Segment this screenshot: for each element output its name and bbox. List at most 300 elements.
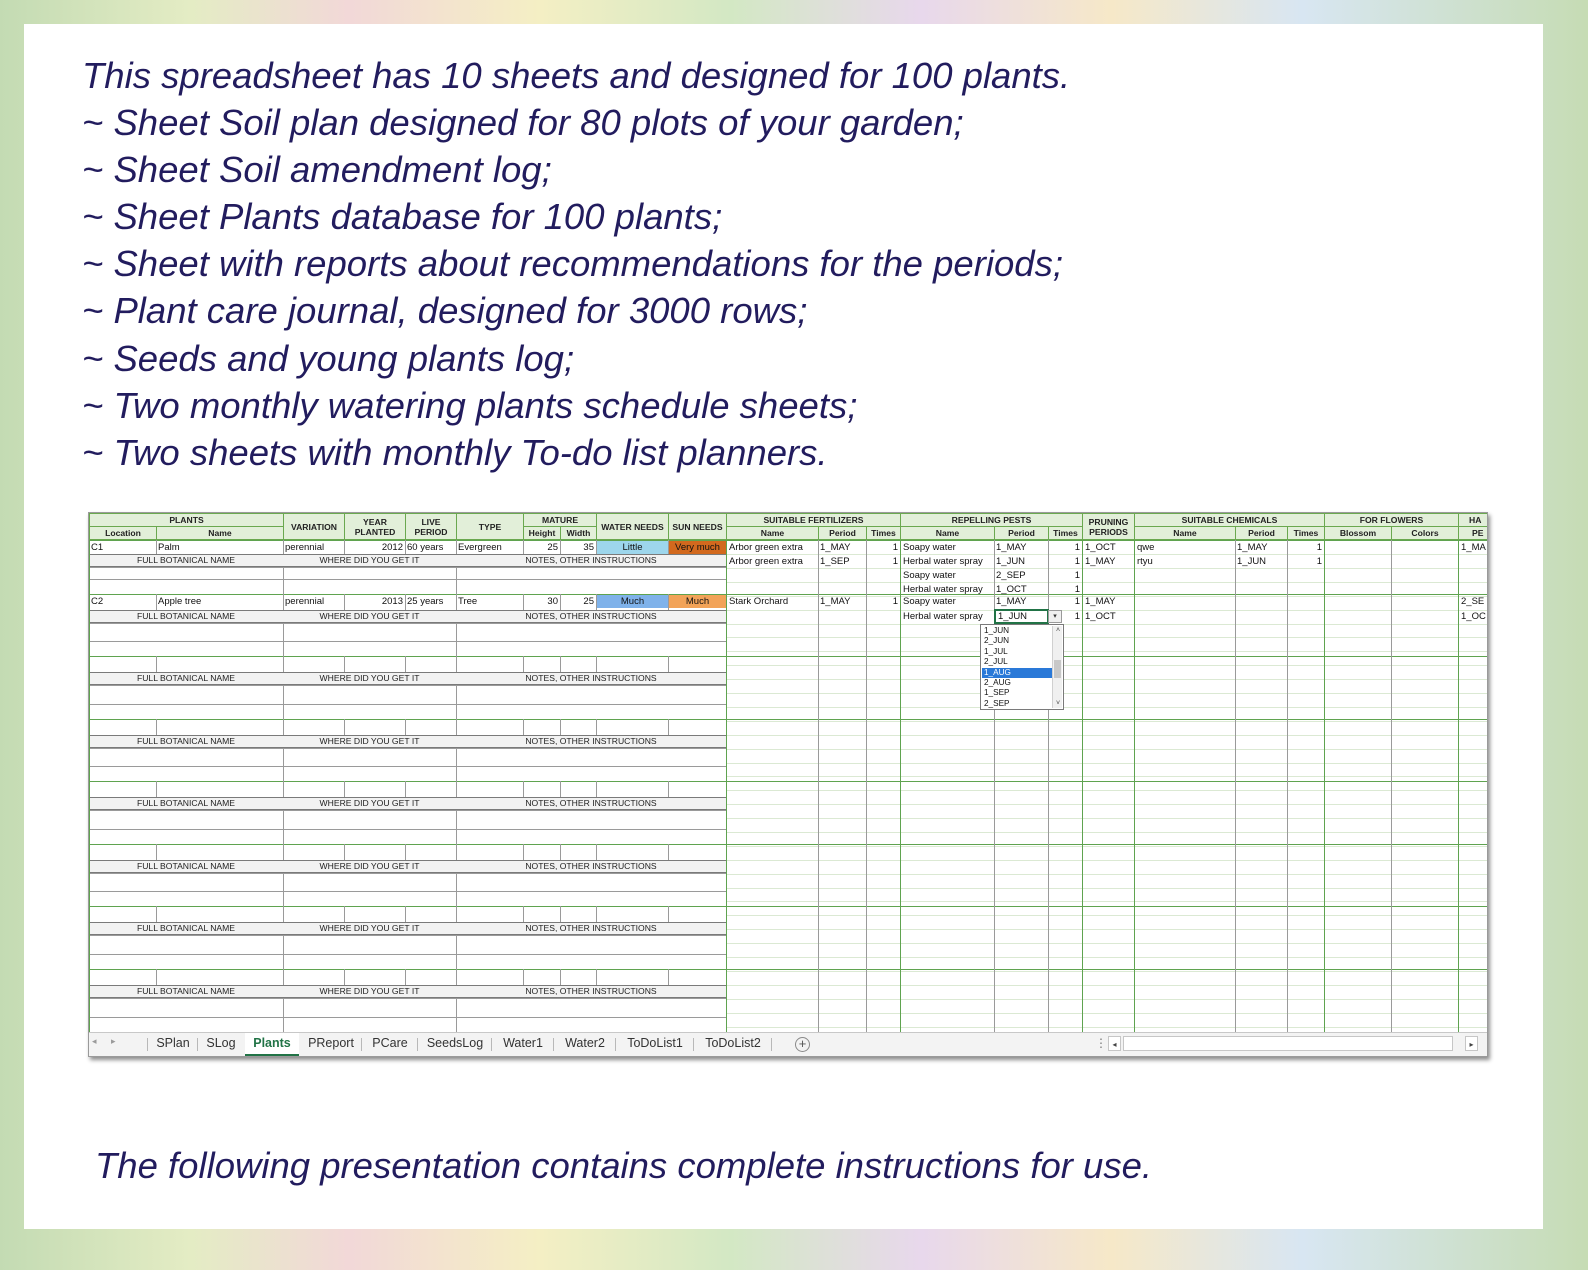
- grid-line: [156, 719, 157, 735]
- grid-line: [283, 906, 284, 922]
- grid-line: [1048, 719, 1049, 781]
- plant1-name[interactable]: Palm: [158, 542, 180, 553]
- plant1-fert-period[interactable]: 1_SEP: [820, 556, 850, 567]
- grid-line: [283, 935, 284, 969]
- grid-line: [1287, 906, 1288, 969]
- header-plants: PLANTS: [89, 513, 284, 527]
- header-type: TYPE: [456, 513, 524, 540]
- header-blossom: Blossom: [1324, 526, 1392, 540]
- grid-line: [1391, 594, 1392, 656]
- grid-line: [727, 1013, 1488, 1014]
- header-fert-times: Times: [866, 526, 901, 540]
- grid-line: [596, 844, 597, 860]
- plant1-pest-name[interactable]: Soapy water: [903, 542, 956, 553]
- tab-water1[interactable]: Water1: [503, 1036, 543, 1050]
- plant2-pest-period[interactable]: 1_MAY: [996, 596, 1027, 607]
- tab-water2[interactable]: Water2: [565, 1036, 605, 1050]
- grid-line: [1391, 969, 1392, 1032]
- plant1-chem-name[interactable]: rtyu: [1137, 556, 1153, 567]
- plant1-pest-times[interactable]: 1: [1074, 556, 1080, 567]
- scroll-down-icon[interactable]: ˅: [1055, 700, 1061, 707]
- tab-divider: [417, 1038, 418, 1051]
- plant1-fert-name[interactable]: Arbor green extra: [729, 542, 803, 553]
- grid-line: [1391, 540, 1392, 594]
- plant2-variation[interactable]: perennial: [285, 596, 325, 607]
- plant1-pest-period[interactable]: 1_OCT: [996, 584, 1027, 595]
- column-separator: [89, 513, 90, 1032]
- block-separator: [89, 844, 1488, 845]
- grid-line: [668, 969, 669, 985]
- grid-line: [405, 656, 406, 672]
- grid-line: [994, 906, 995, 969]
- plant2-pest-period-active[interactable]: 1_JUN: [998, 611, 1028, 622]
- sub-label-notes: NOTES, OTHER INSTRUCTIONS: [525, 798, 657, 808]
- spreadsheet-screenshot: [88, 512, 1488, 1057]
- tab-preport[interactable]: PReport: [308, 1036, 354, 1050]
- sub-label-where: WHERE DID YOU GET IT: [319, 923, 420, 933]
- plant1-variation[interactable]: perennial: [285, 542, 325, 553]
- prev-sheet-icon[interactable]: ◂: [92, 1036, 97, 1046]
- plant1-chem-name[interactable]: qwe: [1137, 542, 1155, 553]
- grid-line: [456, 969, 457, 985]
- grid-line: [89, 766, 726, 767]
- plant1-pest-name[interactable]: Soapy water: [903, 570, 956, 581]
- plant2-ha[interactable]: 1_OC: [1461, 611, 1486, 622]
- grid-line: [727, 693, 1488, 694]
- grid-line: [596, 656, 597, 672]
- plant2-pest-times[interactable]: 1: [1074, 596, 1080, 607]
- plant1-type[interactable]: Evergreen: [458, 542, 502, 553]
- header-repelling-pests: REPELLING PESTS: [900, 513, 1083, 527]
- grid-line: [283, 685, 284, 719]
- grid-line: [456, 906, 457, 922]
- dropdown-option[interactable]: 1_JUL: [984, 646, 1008, 656]
- grid-line: [560, 906, 561, 922]
- grid-line: [283, 998, 284, 1032]
- grid-line: [456, 998, 457, 1032]
- sub-label-notes: NOTES, OTHER INSTRUCTIONS: [525, 923, 657, 933]
- next-sheet-icon[interactable]: ▸: [111, 1036, 116, 1046]
- plant1-water-needs[interactable]: Little: [597, 541, 668, 554]
- grid-line: [668, 906, 669, 922]
- grid-line: [727, 707, 1488, 708]
- grid-line: [1235, 781, 1236, 844]
- intro-line: ~ Two monthly watering plants schedule sheets;: [82, 384, 858, 426]
- header-ha-bottom: PE: [1458, 526, 1488, 540]
- dropdown-option[interactable]: 2_JUN: [984, 636, 1010, 646]
- plant1-pest-period[interactable]: 1_MAY: [996, 542, 1027, 553]
- dropdown-option[interactable]: 2_SEP: [984, 698, 1010, 708]
- horizontal-scrollbar[interactable]: [1123, 1036, 1453, 1051]
- grid-line: [727, 957, 1488, 958]
- sub-label-notes: NOTES, OTHER INSTRUCTIONS: [525, 611, 657, 621]
- grid-line: [818, 656, 819, 719]
- sub-label-notes: NOTES, OTHER INSTRUCTIONS: [525, 861, 657, 871]
- grid-line: [89, 748, 726, 749]
- header-height: Height: [523, 526, 561, 540]
- sub-label-botanical: FULL BOTANICAL NAME: [136, 673, 236, 683]
- dropdown-option[interactable]: 2_JUL: [984, 657, 1008, 667]
- grid-line: [727, 582, 1488, 583]
- grid-line: [89, 567, 726, 568]
- grid-line: [156, 781, 157, 797]
- plant1-year[interactable]: 2012: [381, 542, 403, 553]
- grid-line: [727, 721, 1488, 722]
- grid-line: [456, 623, 457, 656]
- grid-line: [523, 656, 524, 672]
- grid-line: [456, 935, 457, 969]
- plant1-fert-name[interactable]: Arbor green extra: [729, 556, 803, 567]
- dropdown-scrollbar[interactable]: [1052, 626, 1062, 708]
- column-separator: [1458, 513, 1459, 1032]
- grid-line: [523, 906, 524, 922]
- grid-line: [994, 781, 995, 844]
- tab-plants[interactable]: Plants: [245, 1033, 299, 1056]
- block-separator: [89, 969, 1488, 970]
- grid-line: [727, 763, 1488, 764]
- sub-label-where: WHERE DID YOU GET IT: [319, 555, 420, 565]
- plant1-pest-times[interactable]: 1: [1074, 570, 1080, 581]
- tab-splan[interactable]: SPlan: [156, 1036, 190, 1050]
- grid-line: [1235, 844, 1236, 906]
- grid-line: [727, 749, 1488, 750]
- plant2-live[interactable]: 25 years: [407, 596, 444, 607]
- grid-line: [283, 748, 284, 781]
- intro-line: ~ Sheet Soil plan designed for 80 plots of your garden;: [82, 102, 964, 144]
- intro-line: ~ Sheet Plants database for 100 plants;: [82, 196, 723, 238]
- sub-label-where: WHERE DID YOU GET IT: [319, 861, 420, 871]
- column-separator: [1324, 513, 1325, 1032]
- plant2-pest-name[interactable]: Herbal water spray: [903, 611, 983, 622]
- plant1-pest-name[interactable]: Herbal water spray: [903, 556, 983, 567]
- grid-line: [405, 719, 406, 735]
- plant2-fert-name[interactable]: Stark Orchard: [729, 596, 789, 607]
- grid-line: [283, 719, 284, 735]
- grid-line: [89, 641, 726, 642]
- grid-line: [1391, 719, 1392, 781]
- plant2-location[interactable]: C2: [91, 596, 104, 607]
- plant1-pruning[interactable]: 1_MAY: [1085, 556, 1116, 567]
- intro-text: [82, 52, 1070, 476]
- plant2-fert-times[interactable]: 1: [892, 596, 898, 607]
- intro-line: This spreadsheet has 10 sheets and designed for 100 plants.: [82, 55, 1071, 96]
- grid-line: [1048, 781, 1049, 844]
- grid-line: [818, 844, 819, 906]
- plant1-chem-times[interactable]: 1: [1316, 542, 1322, 553]
- grid-line: [456, 656, 457, 672]
- plant1-live[interactable]: 60 years: [407, 542, 444, 553]
- tab-todolist2[interactable]: ToDoList2: [705, 1036, 761, 1050]
- grid-line: [344, 781, 345, 797]
- intro-line: ~ Plant care journal, designed for 3000 rows;: [82, 290, 808, 332]
- plant1-location[interactable]: C1: [91, 542, 104, 553]
- grid-line: [727, 929, 1488, 930]
- grid-line: [596, 906, 597, 922]
- grid-line: [1287, 844, 1288, 906]
- grid-line: [1235, 656, 1236, 719]
- grid-line: [727, 568, 1488, 569]
- plant1-height[interactable]: 25: [547, 542, 558, 553]
- grid-line: [456, 873, 457, 906]
- grid-line: [283, 810, 284, 844]
- grid-line: [818, 719, 819, 781]
- grid-line: [1235, 906, 1236, 969]
- dropdown-option-selected[interactable]: 1_AUG: [982, 668, 1052, 678]
- grid-line: [668, 844, 669, 860]
- plant1-ha[interactable]: 1_MA: [1461, 542, 1486, 553]
- dropdown-option[interactable]: 2_AUG: [984, 678, 1011, 687]
- plant2-ha[interactable]: 2_SE: [1461, 596, 1485, 607]
- grid-line: [89, 935, 726, 936]
- tab-divider: [361, 1038, 362, 1051]
- grid-line: [283, 844, 284, 860]
- grid-line: [727, 846, 1488, 847]
- grid-line: [727, 985, 1488, 986]
- grid-line: [523, 969, 524, 985]
- grid-line: [1391, 781, 1392, 844]
- plant2-pest-name[interactable]: Soapy water: [903, 596, 956, 607]
- plant1-fert-period[interactable]: 1_MAY: [820, 542, 851, 553]
- tab-divider: [615, 1038, 616, 1051]
- grid-line: [1235, 719, 1236, 781]
- sub-label-botanical: FULL BOTANICAL NAME: [136, 611, 236, 621]
- grid-line: [89, 998, 726, 999]
- grid-line: [1048, 906, 1049, 969]
- grid-line: [668, 719, 669, 735]
- grid-line: [456, 567, 457, 594]
- tab-divider: [491, 1038, 492, 1051]
- grid-line: [283, 567, 284, 594]
- grid-line: [456, 844, 457, 860]
- grid-line: [866, 656, 867, 719]
- grid-line: [596, 969, 597, 985]
- intro-line: ~ Two sheets with monthly To-do list planners.: [82, 431, 828, 473]
- scroll-right-icon[interactable]: ▸: [1465, 1036, 1478, 1051]
- header-for-flowers: FOR FLOWERS: [1324, 513, 1459, 527]
- plant1-sun-needs[interactable]: Very much: [669, 541, 726, 554]
- grid-line: [727, 915, 1488, 916]
- grid-line: [1048, 969, 1049, 1032]
- plant1-chem-period[interactable]: 1_JUN: [1237, 556, 1267, 567]
- grid-line: [727, 888, 1488, 889]
- grid-line: [89, 1017, 726, 1018]
- grid-line: [1048, 844, 1049, 906]
- grid-line: [156, 844, 157, 860]
- header-fert-period: Period: [818, 526, 867, 540]
- grid-line: [1235, 969, 1236, 1032]
- grid-line: [818, 906, 819, 969]
- grid-line: [1287, 656, 1288, 719]
- plant1-fert-times[interactable]: 1: [892, 556, 898, 567]
- grid-line: [866, 906, 867, 969]
- header-chem-period: Period: [1235, 526, 1288, 540]
- intro-line: ~ Sheet with reports about recommendations for the periods;: [82, 243, 1063, 285]
- grid-line: [89, 685, 726, 686]
- header-mature: MATURE: [523, 513, 597, 527]
- grid-line: [560, 719, 561, 735]
- grid-line: [560, 969, 561, 985]
- grid-line: [1287, 969, 1288, 1032]
- header-suitable-fertilizers: SUITABLE FERTILIZERS: [726, 513, 901, 527]
- header-pests-name: Name: [900, 526, 995, 540]
- plant2-year[interactable]: 2013: [381, 596, 403, 607]
- grid-line: [283, 656, 284, 672]
- plant2-height[interactable]: 30: [547, 596, 558, 607]
- header-water-needs: WATER NEEDS: [596, 513, 669, 540]
- grid-line: [456, 748, 457, 781]
- block-separator: [89, 719, 1488, 720]
- plant1-pest-period[interactable]: 1_JUN: [996, 556, 1026, 567]
- plant2-water-needs[interactable]: Much: [597, 595, 668, 608]
- plant1-pest-times[interactable]: 1: [1074, 584, 1080, 595]
- header-chem-times: Times: [1287, 526, 1325, 540]
- tab-slog[interactable]: SLog: [206, 1036, 236, 1050]
- plant2-pruning[interactable]: 1_MAY: [1085, 596, 1116, 607]
- grid-line: [89, 891, 726, 892]
- sub-label-notes: NOTES, OTHER INSTRUCTIONS: [525, 986, 657, 996]
- footer-text: The following presentation contains complete instructions for use.: [95, 1145, 1153, 1186]
- sub-label-where: WHERE DID YOU GET IT: [319, 736, 420, 746]
- grid-line: [523, 719, 524, 735]
- splitter-handle-icon[interactable]: ⋮: [1095, 1036, 1107, 1050]
- scroll-left-icon[interactable]: ◂: [1108, 1036, 1121, 1051]
- grid-line: [727, 651, 1488, 652]
- tab-todolist1[interactable]: ToDoList1: [627, 1036, 683, 1050]
- header-width: Width: [560, 526, 597, 540]
- grid-line: [405, 969, 406, 985]
- sub-label-notes: NOTES, OTHER INSTRUCTIONS: [525, 736, 657, 746]
- grid-line: [727, 776, 1488, 777]
- grid-line: [89, 704, 726, 705]
- tab-divider: [553, 1038, 554, 1051]
- scroll-up-icon[interactable]: ˄: [1055, 627, 1061, 634]
- plant1-pest-name[interactable]: Herbal water spray: [903, 584, 983, 595]
- grid-line: [283, 969, 284, 985]
- grid-line: [994, 969, 995, 1032]
- plant1-fert-times[interactable]: 1: [892, 542, 898, 553]
- tab-divider: [771, 1038, 772, 1051]
- grid-line: [818, 781, 819, 844]
- grid-line: [596, 719, 597, 735]
- sub-label-where: WHERE DID YOU GET IT: [319, 986, 420, 996]
- column-separator: [726, 513, 727, 1032]
- plant2-name[interactable]: Apple tree: [158, 596, 202, 607]
- grid-line: [156, 906, 157, 922]
- plant1-width[interactable]: 35: [583, 542, 594, 553]
- plant2-fert-period[interactable]: 1_MAY: [820, 596, 851, 607]
- plant2-sun-needs[interactable]: Much: [669, 595, 726, 608]
- active-cell-selection: [994, 609, 1049, 624]
- header-location: Location: [89, 526, 157, 540]
- grid-line: [994, 719, 995, 781]
- grid-line: [727, 1027, 1488, 1028]
- column-separator: [1082, 513, 1083, 1032]
- grid-line: [727, 735, 1488, 736]
- tab-seedslog[interactable]: SeedsLog: [426, 1036, 484, 1050]
- grid-line: [523, 781, 524, 797]
- grid-line: [727, 874, 1488, 875]
- plant2-pest-times[interactable]: 1: [1074, 611, 1080, 622]
- grid-line: [727, 624, 1488, 625]
- grid-line: [1391, 656, 1392, 719]
- grid-line: [405, 781, 406, 797]
- grid-line: [1391, 844, 1392, 906]
- grid-line: [727, 901, 1488, 902]
- grid-line: [456, 781, 457, 797]
- header-sun-needs: SUN NEEDS: [668, 513, 727, 540]
- header-pruning-periods: PRUNING PERIODS: [1082, 513, 1135, 540]
- grid-line: [1287, 594, 1288, 656]
- header-year-planted: YEAR PLANTED: [344, 513, 406, 540]
- plant1-chem-times[interactable]: 1: [1316, 556, 1322, 567]
- grid-line: [994, 844, 995, 906]
- grid-line: [283, 873, 284, 906]
- plant2-type[interactable]: Tree: [458, 596, 478, 607]
- dropdown-button[interactable]: ▾: [1048, 610, 1062, 623]
- sub-label-where: WHERE DID YOU GET IT: [319, 798, 420, 808]
- grid-line: [668, 656, 669, 672]
- dropdown-option[interactable]: 1_SEP: [984, 688, 1010, 698]
- grid-line: [727, 804, 1488, 805]
- grid-line: [456, 719, 457, 735]
- grid-line: [1391, 906, 1392, 969]
- plant1-pruning[interactable]: 1_OCT: [1085, 542, 1116, 553]
- header-colors: Colors: [1391, 526, 1459, 540]
- scroll-thumb[interactable]: [1054, 660, 1061, 678]
- plant1-chem-period[interactable]: 1_MAY: [1237, 542, 1268, 553]
- grid-line: [89, 954, 726, 955]
- grid-line: [727, 818, 1488, 819]
- plant2-pruning[interactable]: 1_OCT: [1085, 611, 1116, 622]
- sub-label-botanical: FULL BOTANICAL NAME: [136, 736, 236, 746]
- intro-line: ~ Seeds and young plants log;: [82, 337, 575, 379]
- header-pests-times: Times: [1048, 526, 1083, 540]
- grid-line: [560, 781, 561, 797]
- dropdown-option[interactable]: 1_JUN: [984, 626, 1010, 635]
- sub-label-where: WHERE DID YOU GET IT: [319, 611, 420, 621]
- sub-label-botanical: FULL BOTANICAL NAME: [136, 923, 236, 933]
- intro-line: ~ Sheet Soil amendment log;: [82, 149, 552, 191]
- grid-line: [866, 719, 867, 781]
- header-variation: VARIATION: [283, 513, 345, 540]
- grid-line: [523, 844, 524, 860]
- column-separator: [1134, 513, 1135, 1032]
- grid-line: [727, 999, 1488, 1000]
- plant1-pest-times[interactable]: 1: [1074, 542, 1080, 553]
- plant2-width[interactable]: 25: [583, 596, 594, 607]
- grid-line: [727, 665, 1488, 666]
- grid-line: [1287, 719, 1288, 781]
- sub-label-botanical: FULL BOTANICAL NAME: [136, 555, 236, 565]
- period-dropdown-list[interactable]: [980, 624, 1064, 710]
- header-suitable-chemicals: SUITABLE CHEMICALS: [1134, 513, 1325, 527]
- sub-label-botanical: FULL BOTANICAL NAME: [136, 798, 236, 808]
- grid-line: [866, 781, 867, 844]
- grid-line: [668, 781, 669, 797]
- grid-line: [283, 623, 284, 656]
- tab-pcare[interactable]: PCare: [372, 1036, 408, 1050]
- grid-line: [560, 656, 561, 672]
- plant1-pest-period[interactable]: 2_SEP: [996, 570, 1026, 581]
- grid-line: [727, 860, 1488, 861]
- header-name: Name: [156, 526, 284, 540]
- grid-line: [456, 685, 457, 719]
- tab-divider: [147, 1038, 148, 1051]
- grid-line: [456, 810, 457, 844]
- grid-line: [89, 623, 726, 624]
- grid-line: [156, 656, 157, 672]
- add-sheet-icon[interactable]: +: [795, 1037, 810, 1052]
